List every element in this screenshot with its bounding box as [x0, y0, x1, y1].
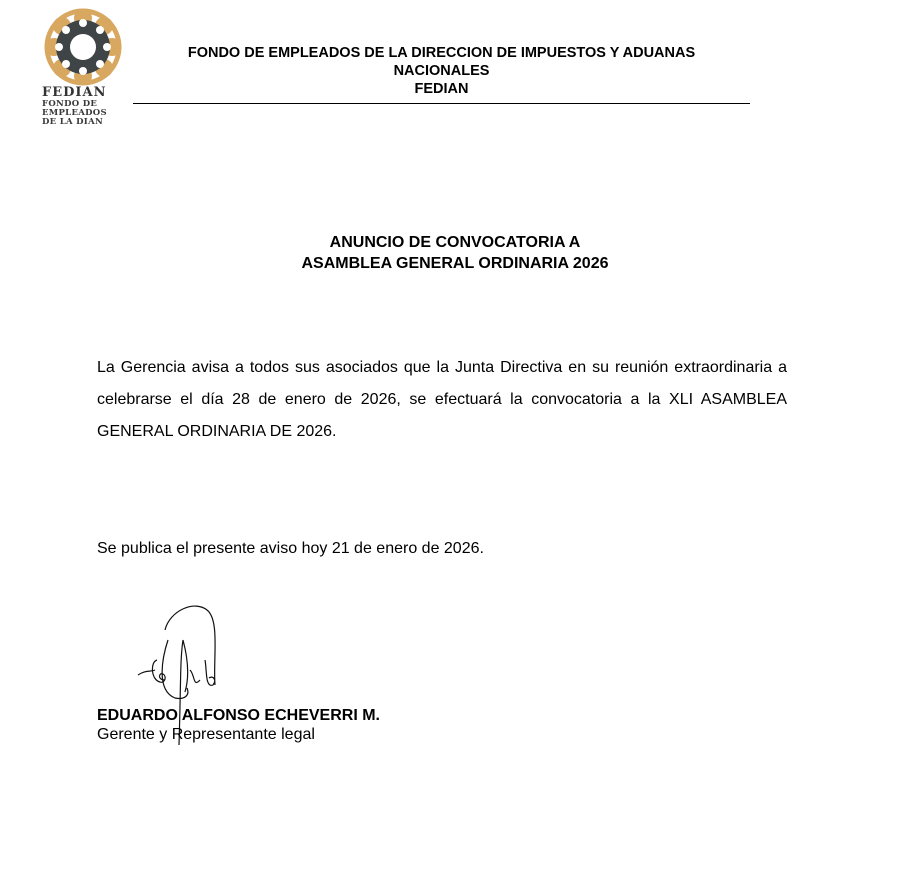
document-title — [97, 232, 813, 274]
logo-subtitle-line: EMPLEADOS — [42, 108, 107, 118]
logo-subtitle-line: DE LA DIAN — [42, 117, 104, 127]
logo-subtitle-line: FONDO DE — [42, 99, 98, 109]
signatory-role: Gerente y Representante legal — [97, 726, 315, 743]
header-line: NACIONALES — [393, 63, 490, 79]
announcement-paragraph: La Gerencia avisa a todos sus asociados que la Junta Directiva en su reunión extraordinaria a celebrarse el día 28 de enero de 2026, se efectuará la convocatoria a la XLI ASAMBLEA GENERAL ORDINARIA DE 2026. — [97, 359, 787, 440]
fedian-emblem-icon — [44, 8, 122, 86]
fedian-logo — [42, 8, 124, 127]
signatory-name: EDUARDO ALFONSO ECHEVERRI M. — [97, 707, 380, 724]
header-line: FEDIAN — [414, 81, 469, 97]
title-line: ASAMBLEA GENERAL ORDINARIA 2026 — [301, 255, 609, 272]
header-line: FONDO DE EMPLEADOS DE LA DIRECCION DE IMPUESTOS Y ADUANAS — [187, 45, 696, 61]
header-divider — [133, 103, 750, 104]
publication-paragraph: Se publica el presente aviso hoy 21 de enero de 2026. — [97, 540, 484, 557]
title-line: ANUNCIO DE CONVOCATORIA A — [329, 234, 581, 251]
document-header — [133, 44, 750, 98]
logo-name: FEDIAN — [42, 85, 107, 100]
